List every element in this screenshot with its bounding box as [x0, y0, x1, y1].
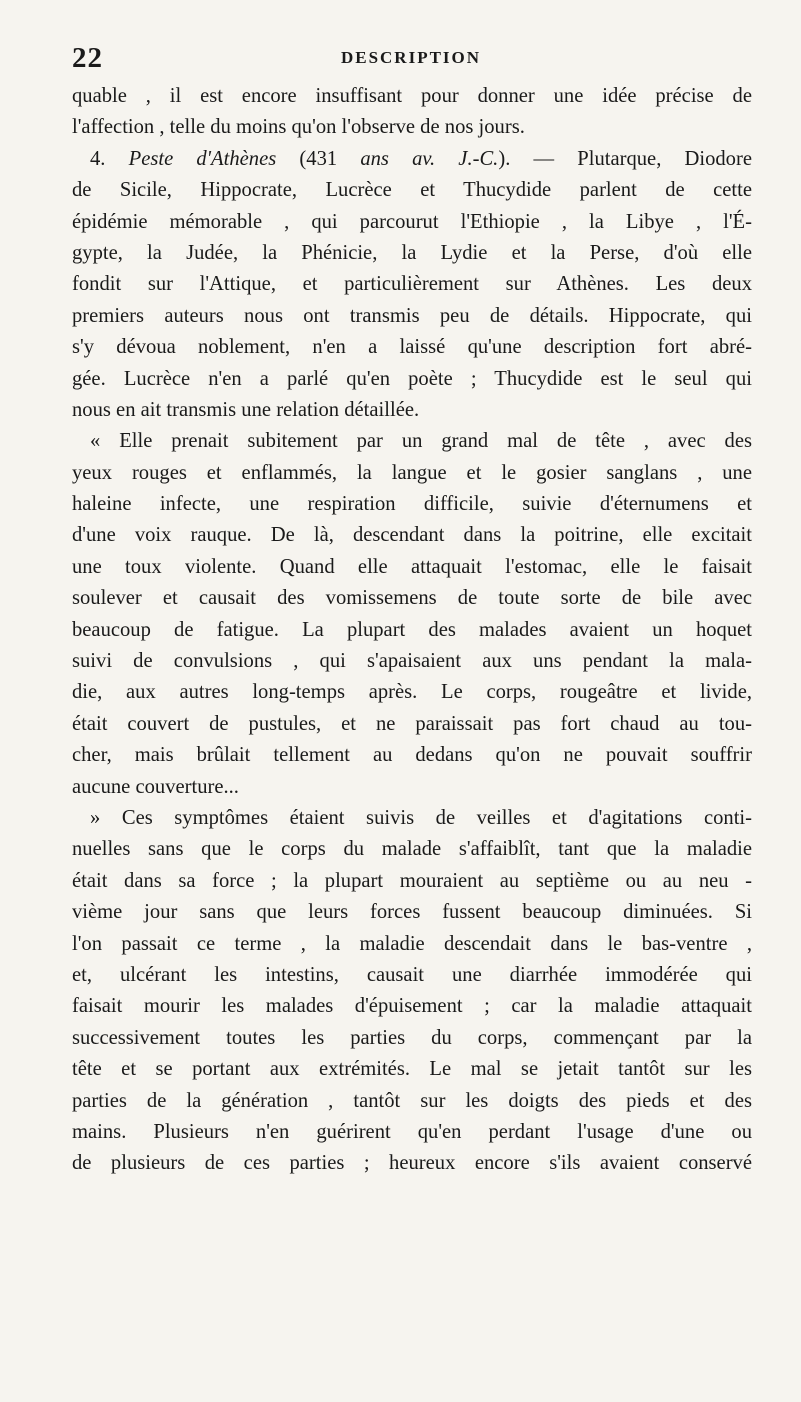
text-line: fondit sur l'Attique, et particulièrement sur Athènes. Les deux	[72, 273, 752, 296]
text-line: l'affection , telle du moins qu'on l'observe de nos jours.	[72, 116, 525, 139]
text-line: suivi de convulsions , qui s'apaisaient aux uns pendant la mala-	[72, 650, 752, 673]
sources-intro: — Plutarque, Diodore	[533, 147, 752, 170]
section-heading-line	[72, 144, 752, 175]
body-text	[72, 81, 752, 1180]
text-line: l'on passait ce terme , la maladie descendait dans le bas-ventre ,	[72, 932, 752, 955]
text-line: gypte, la Judée, la Phénicie, la Lydie et la Perse, d'où elle	[72, 241, 752, 264]
text-line: épidémie mémorable , qui parcourut l'Ethiopie , la Libye , l'É-	[72, 210, 752, 233]
text-line: die, aux autres long-temps après. Le corps, rougeâtre et livide,	[72, 681, 752, 704]
text-line: gée. Lucrèce n'en a parlé qu'en poète ; Thucydide est le seul qui	[72, 367, 752, 390]
text-line: cher, mais brûlait tellement au dedans qu'on ne pouvait souffrir	[72, 744, 752, 767]
text-line: tête et se portant aux extrémités. Le mal se jetait tantôt sur les	[72, 1058, 752, 1081]
text-line: premiers auteurs nous ont transmis peu de détails. Hippocrate, qui	[72, 304, 752, 327]
running-title: DESCRIPTION	[340, 48, 482, 67]
section-title: Peste d'Athènes	[128, 147, 277, 170]
text-line: mains. Plusieurs n'en guérirent qu'en perdant l'usage d'une ou	[72, 1120, 752, 1143]
text-line: vième jour sans que leurs forces fussent beaucoup diminuées. Si	[72, 901, 752, 924]
text-line: d'une voix rauque. De là, descendant dans la poitrine, elle excitait	[72, 524, 752, 547]
text-line: était dans sa force ; la plupart mouraient au septième ou au neu -	[72, 869, 752, 892]
text-line: s'y dévoua noblement, n'en a laissé qu'une description fort abré-	[72, 336, 752, 359]
text-line: quable , il est encore insuffisant pour donner une idée précise de	[72, 85, 752, 107]
text-line: « Elle prenait subitement par un grand mal de tête , avec des	[90, 430, 752, 453]
text-line: de Sicile, Hippocrate, Lucrèce et Thucydide parlent de cette	[72, 179, 752, 202]
item-number: 4.	[90, 147, 106, 170]
text-line: et, ulcérant les intestins, causait une diarrhée immodérée qui	[72, 963, 752, 986]
text-line: beaucoup de fatigue. La plupart des malades avaient un hoquet	[72, 618, 752, 641]
text-line: parties de la génération , tantôt sur les doigts des pieds et des	[72, 1089, 752, 1112]
text-line: faisait mourir les malades d'épuisement ; car la maladie attaquait	[72, 995, 752, 1018]
text-line: nuelles sans que le corps du malade s'affaiblît, tant que la maladie	[72, 838, 752, 861]
text-line: était couvert de pustules, et ne paraissait pas fort chaud au tou-	[72, 712, 752, 735]
text-line: yeux rouges et enflammés, la langue et le gosier sanglans , une	[72, 461, 752, 484]
text-line: » Ces symptômes étaient suivis de veilles et d'agitations conti-	[90, 806, 752, 829]
text-line: nous en ait transmis une relation détaillée.	[72, 398, 420, 421]
text-line: une toux violente. Quand elle attaquait l'estomac, elle le faisait	[72, 555, 752, 578]
text-line: soulever et causait des vomissemens de toute sorte de bile avec	[72, 587, 752, 610]
date-open: (431	[299, 147, 338, 170]
text-line: successivement toutes les parties du corps, commençant par la	[72, 1026, 752, 1049]
text-line: de plusieurs de ces parties ; heureux encore s'ils avaient conservé	[72, 1152, 752, 1175]
text-line: aucune couverture...	[72, 775, 239, 798]
date-italic: ans av. J.-C.	[360, 147, 499, 170]
running-head	[72, 42, 750, 82]
page-number: 22	[72, 42, 103, 74]
date-close: ).	[498, 147, 511, 170]
text-line: haleine infecte, une respiration difficile, suivie d'éternumens et	[72, 493, 752, 516]
